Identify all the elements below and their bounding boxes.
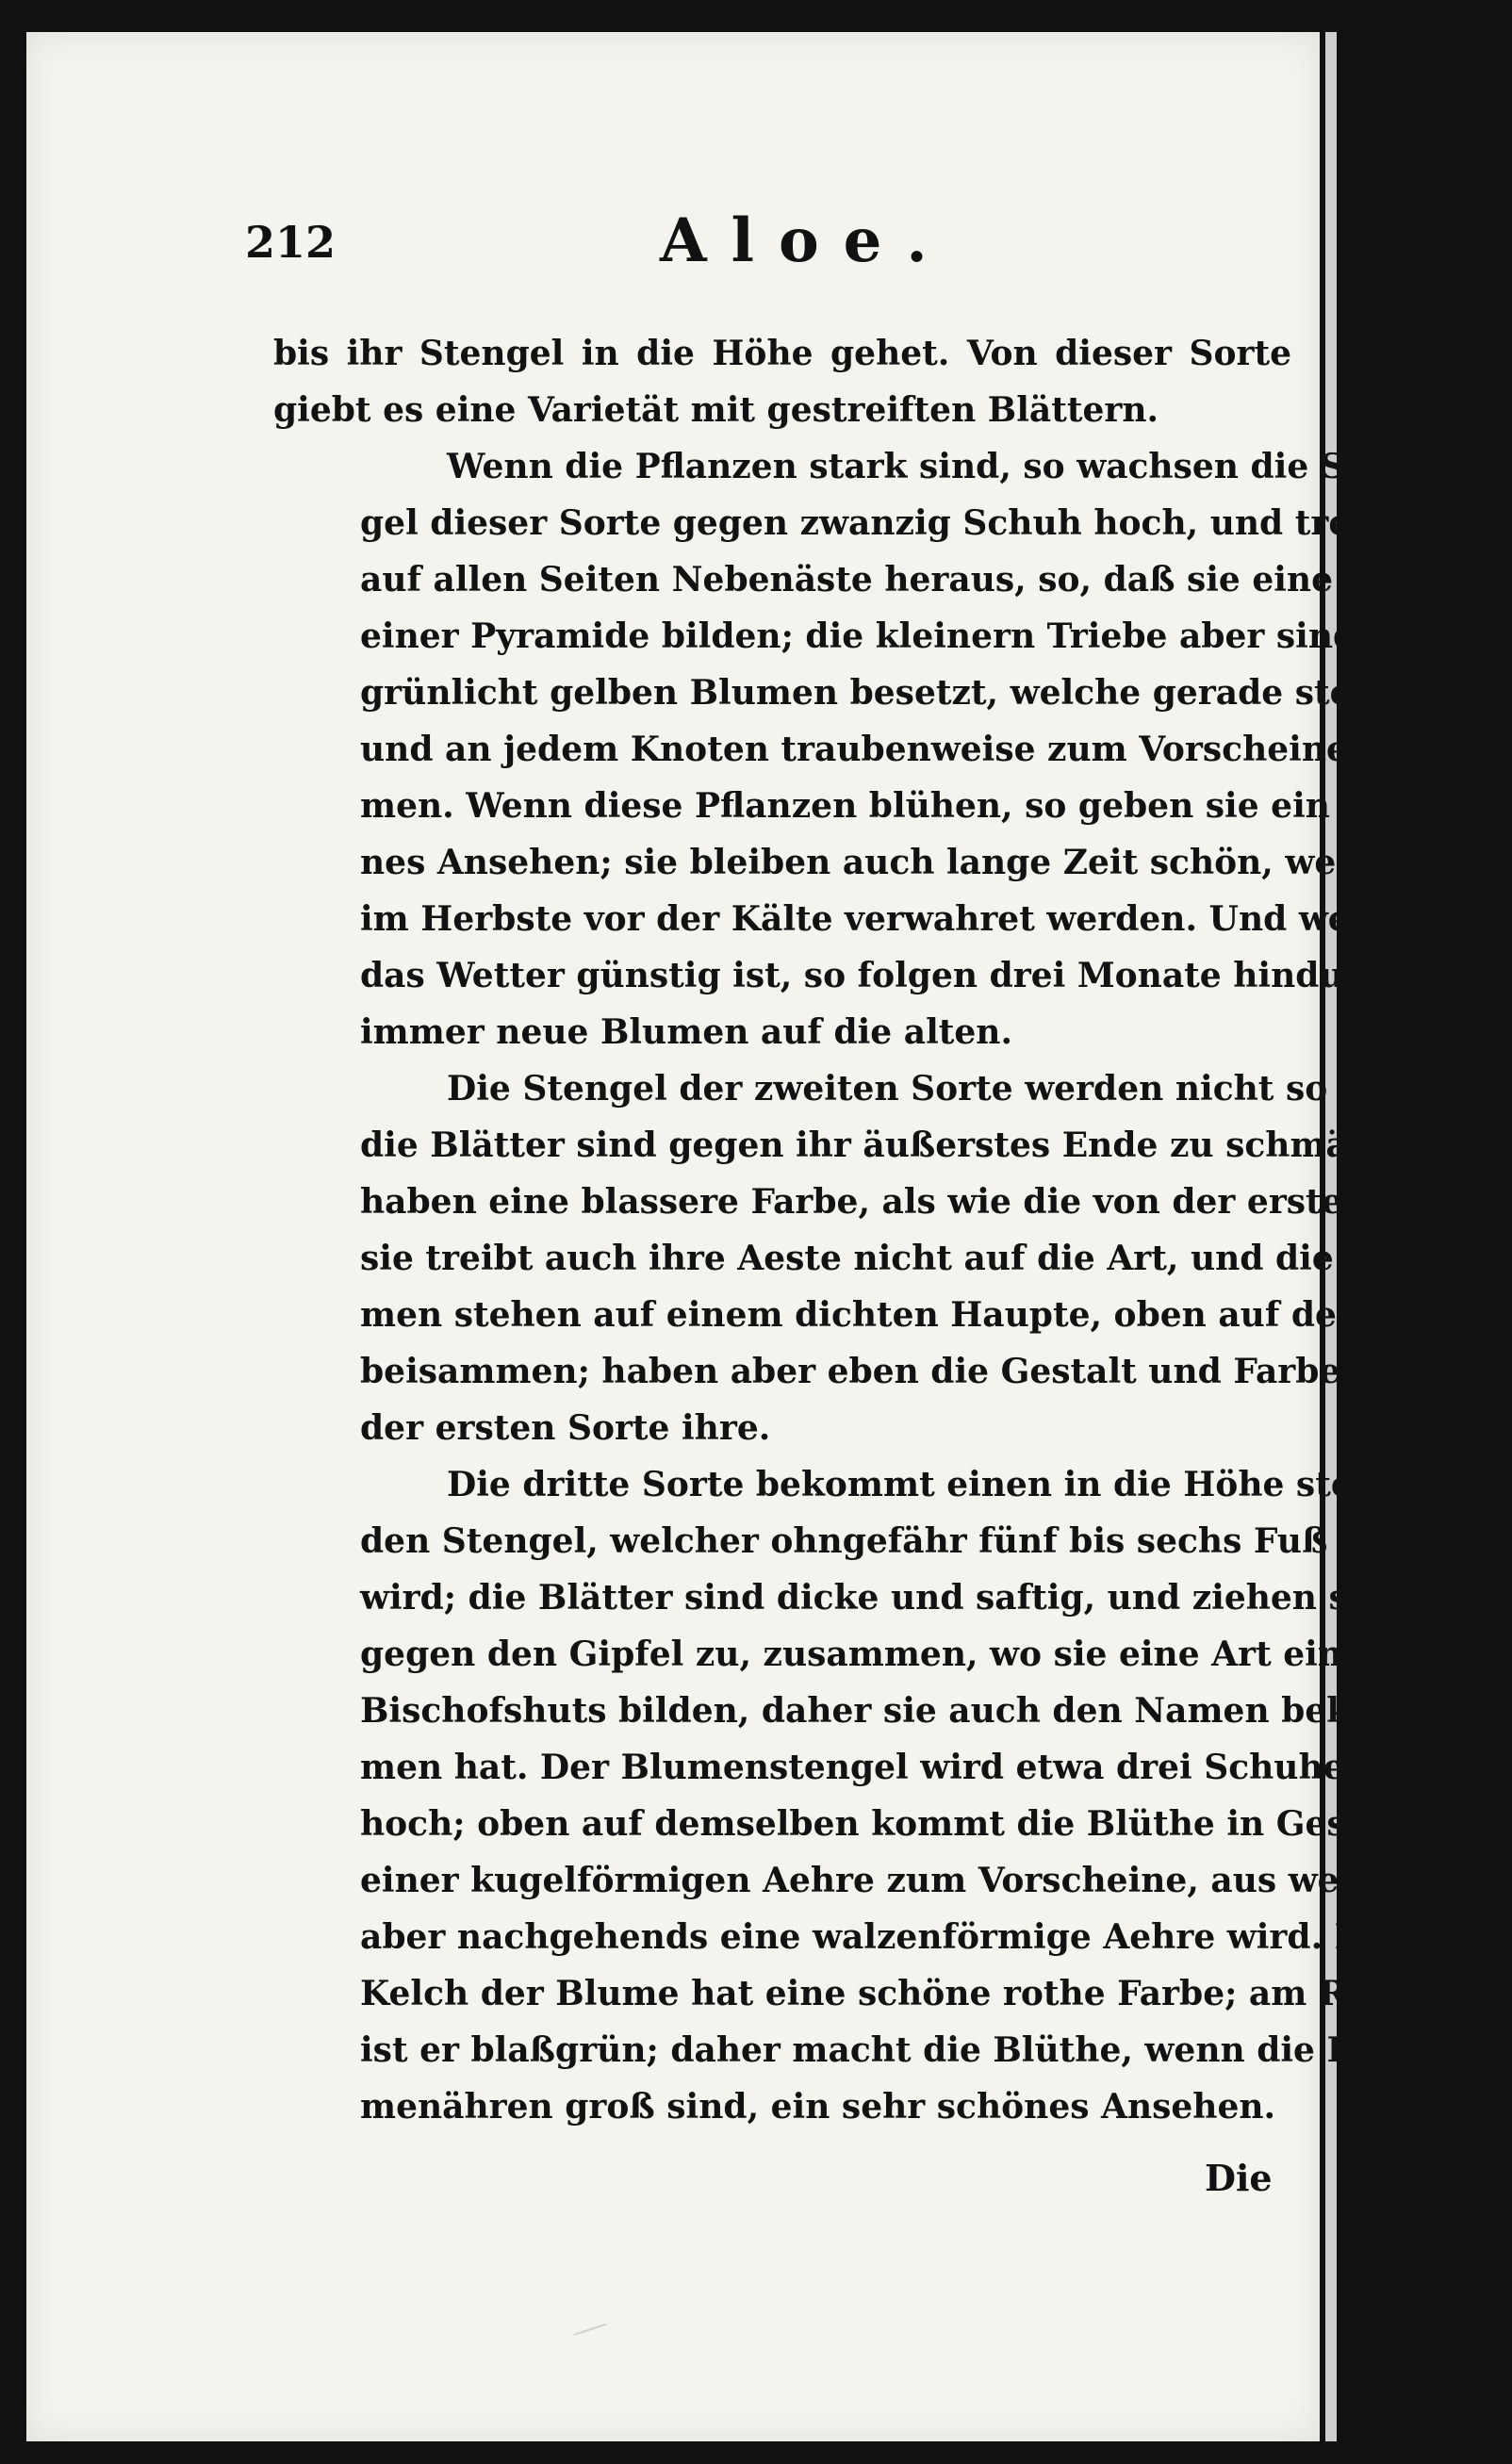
text-line: den Stengel, welcher ohngefähr fünf bis sechs Fuß hoch xyxy=(360,1521,1433,1561)
text-line: nes Ansehen; sie bleiben auch lange Zeit schön, wenn sie xyxy=(360,843,1451,882)
paragraph xyxy=(273,1060,1512,1456)
text-line: aber nachgehends eine walzenförmige Aehre wird. Der xyxy=(360,1917,1404,1957)
text-line: gel dieser Sorte gegen zwanzig Schuh hoch, und treiben xyxy=(360,503,1434,543)
text-line: Die dritte Sorte bekommt einen in die Höhe stehen- xyxy=(447,1465,1438,1504)
text-line: und an jedem Knoten traubenweise zum Vorscheine kom- xyxy=(360,730,1456,769)
body-text xyxy=(273,325,1512,2135)
text-line: giebt es eine Varietät mit gestreiften Blättern. xyxy=(273,390,1159,430)
text-line: gegen den Gipfel zu, zusammen, wo sie eine Art eines xyxy=(360,1634,1384,1674)
catchword: Die xyxy=(1205,2157,1273,2199)
text-line: men stehen auf einem dichten Haupte, oben auf der Spitze xyxy=(360,1295,1485,1335)
text-line: immer neue Blumen auf die alten. xyxy=(360,1012,1012,1052)
text-line: sie treibt auch ihre Aeste nicht auf die Art, und die Blu- xyxy=(360,1239,1426,1278)
text-line: Bischofshuts bilden, daher sie auch den Namen bekom- xyxy=(360,1691,1423,1731)
page-number: 212 xyxy=(245,217,337,268)
paragraph xyxy=(273,325,1291,438)
text-line: wird; die Blätter sind dicke und saftig, und ziehen sich xyxy=(360,1578,1406,1618)
text-line: Die Stengel der zweiten Sorte werden nicht so hoch, xyxy=(447,1069,1444,1109)
text-line: das Wetter günstig ist, so folgen drei Monate hindurch, xyxy=(360,956,1420,995)
text-line: beisammen; haben aber eben die Gestalt und Farbe wie xyxy=(360,1352,1417,1391)
text-line: haben eine blassere Farbe, als wie die von der erstern Sorte: xyxy=(360,1182,1512,1222)
text-line: einer Pyramide bilden; die kleinern Triebe aber sind mit xyxy=(360,616,1434,656)
text-line: Wenn die Pflanzen stark sind, so wachsen die Sten- xyxy=(447,447,1422,486)
text-line: hoch; oben auf demselben kommt die Blüthe in Gestalt xyxy=(360,1804,1412,1844)
page-header xyxy=(245,198,1291,276)
running-title: Aloe. xyxy=(660,205,952,276)
text-line: auf allen Seiten Nebenäste heraus, so, daß sie eine Art xyxy=(360,560,1405,600)
paragraph xyxy=(273,1456,1440,2135)
text-line: menähren groß sind, ein sehr schönes Ansehen. xyxy=(360,2087,1276,2127)
text-line: men. Wenn diese Pflanzen blühen, so geben sie ein schö- xyxy=(360,786,1443,826)
paragraph xyxy=(273,438,1456,1060)
text-line: die Blätter sind gegen ihr äußerstes Ende zu schmäler und xyxy=(360,1125,1486,1165)
text-line: grünlicht gelben Blumen besetzt, welche gerade stehen, xyxy=(360,673,1435,713)
text-line: der ersten Sorte ihre. xyxy=(360,1408,771,1448)
text-line: bis ihr Stengel in die Höhe gehet. Von dieser Sorte xyxy=(273,334,1291,373)
text-line: ist er blaßgrün; daher macht die Blüthe, wenn die Blu- xyxy=(360,2030,1407,2070)
text-line: im Herbste vor der Kälte verwahret werden. Und wenn xyxy=(360,899,1400,939)
text-line: Kelch der Blume hat eine schöne rothe Farbe; am Rande xyxy=(360,1974,1440,2013)
text-line: einer kugelförmigen Aehre zum Vorscheine, aus welcher xyxy=(360,1861,1438,1900)
text-line: men hat. Der Blumenstengel wird etwa drei Schuhe xyxy=(360,1748,1345,1787)
